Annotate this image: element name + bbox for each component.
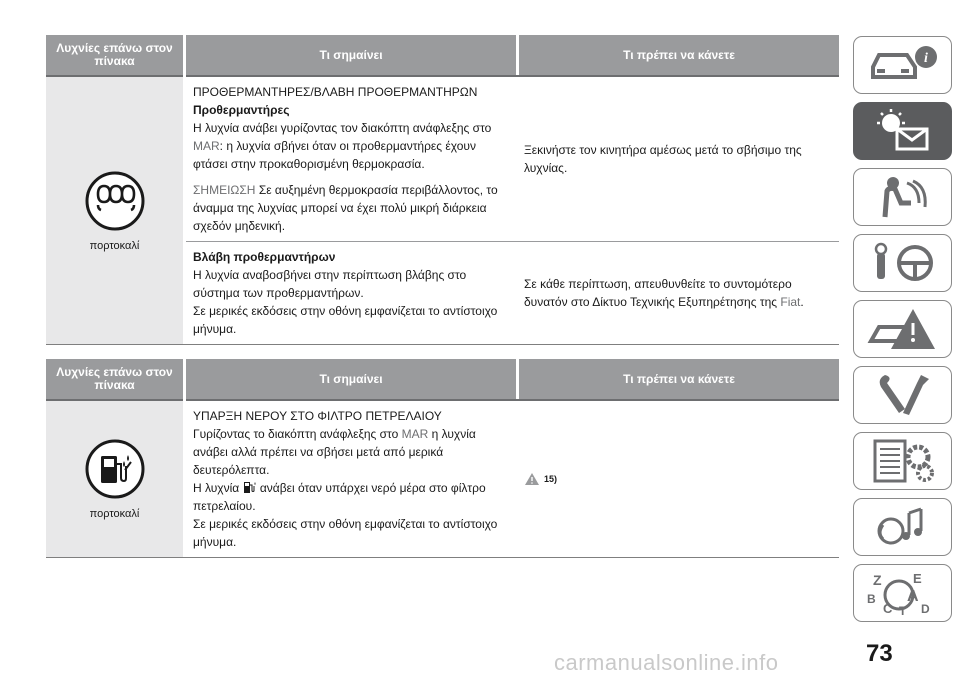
row-subtitle: Βλάβη προθερμαντήρων [193, 250, 336, 264]
glow-plug-icon [84, 170, 146, 232]
watermark: carmanualsonline.info [554, 650, 779, 675]
row-text: Η λυχνία αναβοσβήνει στην περίπτωση βλάβης στο σύστημα των προθερμαντήρων. [193, 268, 467, 300]
action-cell [516, 401, 836, 557]
warning-triangle-icon [524, 472, 540, 486]
svg-text:C: C [882, 601, 892, 616]
tab-multimedia[interactable] [853, 498, 952, 556]
seat-safety-icon [863, 173, 943, 221]
header-action: Τι πρέπει να κάνετε [519, 359, 839, 399]
tab-starting-driving[interactable] [853, 234, 952, 292]
header-lamps: Λυχνίες επάνω στον πίνακα [46, 359, 183, 399]
row-title: ΠΡΟΘΕΡΜΑΝΤΗΡΕΣ/ΒΛΑΒΗ ΠΡΟΘΕΡΜΑΝΤΗΡΩΝ [193, 85, 478, 99]
svg-text:B: B [866, 592, 876, 606]
index-letters-icon [863, 569, 943, 617]
header-action: Τι πρέπει να κάνετε [519, 35, 839, 75]
warning-ref-number: 15) [544, 474, 558, 484]
svg-text:D: D [920, 602, 930, 616]
svg-text:E: E [912, 571, 922, 586]
action-cell: Ξεκινήστε τον κινητήρα αμέσως μετά το σβήσιμο της λυχνίας. [524, 143, 802, 175]
header-meaning: Τι σημαίνει [186, 35, 516, 75]
multimedia-icon [863, 503, 943, 551]
key-steering-icon [863, 239, 943, 287]
warning-reference[interactable] [524, 470, 828, 488]
table-header [46, 35, 839, 75]
lamp-cell [46, 75, 183, 344]
row-glow-plug-fault [186, 241, 839, 344]
row-note: ΣΗΜΕΙΩΣΗ Σε αυξημένη θερμοκρασία περιβάλλοντος, το άναμμα της λυχνίας μπορεί να έχει πολύ μικρή διάρκεια σχεδόν μηδενική. [193, 183, 498, 233]
emergency-icon [863, 305, 943, 353]
svg-text:Z: Z [872, 572, 882, 588]
header-meaning: Τι σημαίνει [186, 359, 516, 399]
meaning-cell [186, 401, 516, 557]
table-body [46, 399, 839, 558]
tab-emergency[interactable] [853, 300, 952, 358]
lamp-color-label: πορτοκαλί [89, 239, 140, 252]
svg-text:T: T [898, 604, 906, 617]
technical-data-icon [863, 437, 943, 485]
table-glow-plugs [46, 35, 839, 345]
warning-lights-icon [863, 107, 943, 155]
row-title: ΥΠΑΡΞΗ ΝΕΡΟΥ ΣΤΟ ΦΙΛΤΡΟ ΠΕΤΡΕΛΑΙΟΥ [193, 409, 442, 423]
row-water-in-fuel [186, 399, 839, 557]
meaning-cell [186, 77, 516, 241]
header-lamps: Λυχνίες επάνω στον πίνακα [46, 35, 183, 75]
fiat-label: Fiat [780, 295, 801, 309]
lamp-cell [46, 399, 183, 557]
row-text-3: Σε μερικές εκδόσεις στην οθόνη εμφανίζεται το αντίστοιχο μήνυμα. [193, 517, 498, 549]
tab-index[interactable] [853, 564, 952, 622]
row-text: Η λυχνία ανάβει γυρίζοντας τον διακόπτη ανάφλεξης στο MAR: η λυχνία σβήνει όταν οι προθερμαντήρες έχουν φτάσει στην προκαθορισμένη θερμοκρασία. [193, 121, 492, 171]
tab-technical-data[interactable] [853, 432, 952, 490]
row-subtitle: Προθερμαντήρες [193, 103, 290, 117]
mar-label: MAR [401, 427, 429, 441]
note-label: ΣΗΜΕΙΩΣΗ [193, 183, 256, 197]
page-number: 73 [866, 640, 893, 667]
table-water-in-fuel [46, 359, 839, 558]
water-in-fuel-icon [84, 438, 146, 500]
svg-text:i: i [923, 51, 928, 66]
row-glow-plugs [186, 75, 839, 241]
tab-car-info[interactable] [853, 36, 952, 94]
lamp-color-label: πορτοκαλί [89, 508, 140, 520]
tab-warning-lights[interactable] [853, 102, 952, 160]
mar-label: MAR [193, 139, 220, 153]
row-text-2: Η λυχνία ανάβει όταν υπάρχει νερό μέρα στο φίλτρο πετρελαίου. [193, 481, 486, 513]
tab-safety[interactable] [853, 168, 952, 226]
tab-maintenance[interactable] [853, 366, 952, 424]
car-info-icon [863, 43, 943, 87]
svg-text:A: A [906, 588, 919, 605]
row-text: Γυρίζοντας το διακόπτη ανάφλεξης στο MAR η λυχνία ανάβει αλλά πρέπει να σβήσει μετά από μερικά δευτερόλεπτα. [193, 427, 476, 477]
maintenance-tools-icon [863, 371, 943, 419]
meaning-cell [186, 242, 516, 344]
action-cell: Σε κάθε περίπτωση, απευθυνθείτε το συντομότερο δυνατόν στο Δίκτυο Τεχνικής Εξυπηρέτησης της Fiat. [524, 277, 804, 309]
water-in-fuel-inline-icon [243, 481, 257, 494]
row-text-2: Σε μερικές εκδόσεις στην οθόνη εμφανίζεται το αντίστοιχο μήνυμα. [193, 304, 498, 336]
table-body [46, 75, 839, 345]
table-header [46, 359, 839, 399]
